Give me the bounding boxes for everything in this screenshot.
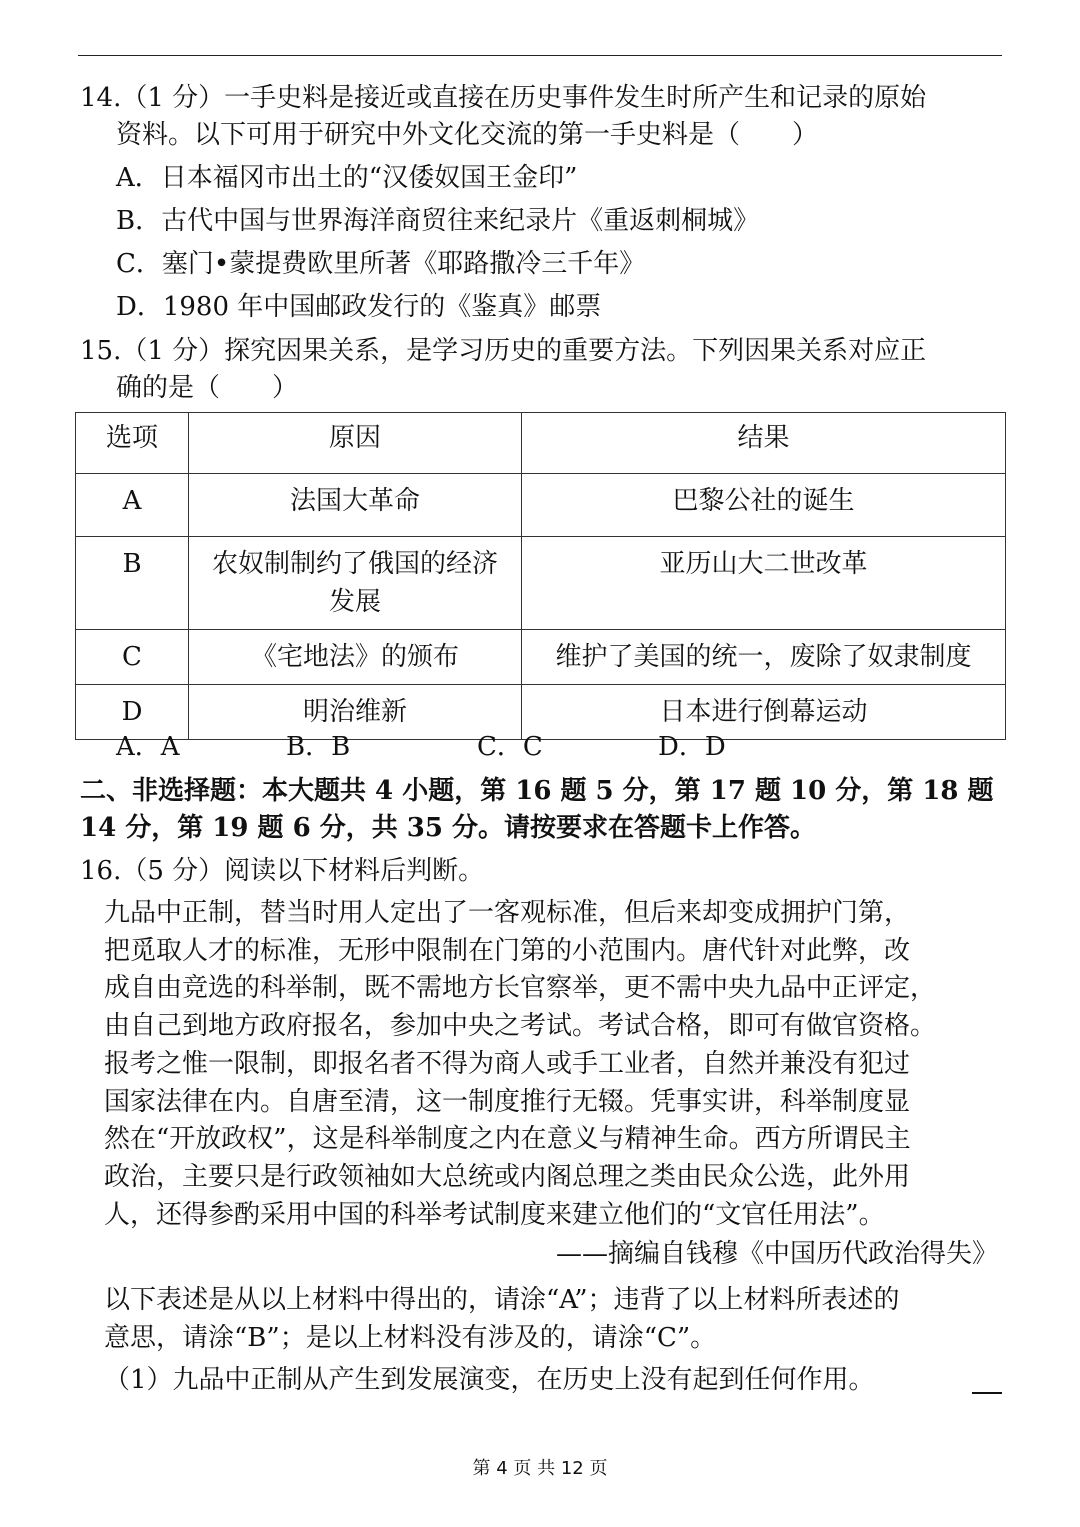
table-row bbox=[76, 537, 1006, 630]
q16-material bbox=[104, 895, 1004, 1234]
q14-stem-line2: 资料。以下可用于研究中外文化交流的第一手史料是（ ） bbox=[116, 120, 819, 150]
row-cause: 明治维新 bbox=[189, 685, 522, 740]
material-line: 把觅取人才的标准，无形中限制在门第的小范围内。唐代针对此弊，改 bbox=[104, 935, 911, 966]
material-line: 人，还得参酌采用中国的科举考试制度来建立他们的“文官任用法”。 bbox=[104, 1199, 885, 1230]
table-header-row bbox=[76, 413, 1006, 474]
q15-stem-line1: 15.（1 分）探究因果关系，是学习历史的重要方法。下列因果关系对应正 bbox=[80, 336, 927, 366]
header-cause: 原因 bbox=[189, 413, 522, 474]
q15-answer-a: A．A bbox=[116, 732, 180, 762]
q15-stem-line2: 确的是（ ） bbox=[116, 373, 299, 403]
row-option: B bbox=[76, 537, 189, 630]
row-result: 亚历山大二世改革 bbox=[522, 537, 1006, 630]
q15-answer-d: D．D bbox=[658, 732, 726, 762]
q16-sub1-text: （1）九品中正制从产生到发展演变，在历史上没有起到任何作用。 bbox=[104, 1365, 875, 1395]
row-option: A bbox=[76, 474, 189, 537]
material-line: 国家法律在内。自唐至清，这一制度推行无辍。凭事实讲，科举制度显 bbox=[104, 1086, 911, 1117]
q15-answer-c: C．C bbox=[477, 732, 543, 762]
q16-instruction-line1: 以下表述是从以上材料中得出的，请涂“A”；违背了以上材料所表述的 bbox=[104, 1285, 900, 1315]
material-line: 成自由竞选的科举制，既不需地方长官察举，更不需中央九品中正评定， bbox=[104, 973, 937, 1004]
row-cause: 《宅地法》的颁布 bbox=[189, 630, 522, 685]
q16-sub1 bbox=[104, 1362, 875, 1398]
table-row bbox=[76, 474, 1006, 537]
material-line: 报考之惟一限制，即报名者不得为商人或手工业者，自然并兼没有犯过 bbox=[104, 1048, 911, 1079]
q15-answer-b: B．B bbox=[286, 732, 351, 762]
row-result: 维护了美国的统一，废除了奴隶制度 bbox=[522, 630, 1006, 685]
q14-option-a: A．日本福冈市出土的“汉倭奴国王金印” bbox=[116, 163, 578, 193]
q14-option-b: B．古代中国与世界海洋商贸往来纪录片《重返刺桐城》 bbox=[116, 206, 760, 236]
section2-heading-line1: 二、非选择题：本大题共 4 小题，第 16 题 5 分，第 17 题 10 分，第 18 题 bbox=[80, 776, 994, 806]
top-rule bbox=[78, 55, 1002, 56]
page-footer: 第 4 页 共 12 页 bbox=[472, 1458, 608, 1479]
row-option: C bbox=[76, 630, 189, 685]
q14-stem-line1: 14.（1 分）一手史料是接近或直接在历史事件发生时所产生和记录的原始 bbox=[80, 83, 927, 113]
row-result: 巴黎公社的诞生 bbox=[522, 474, 1006, 537]
section2-heading-line2: 14 分，第 19 题 6 分，共 35 分。请按要求在答题卡上作答。 bbox=[80, 813, 816, 843]
q16-instruction-line2: 意思，请涂“B”；是以上材料没有涉及的，请涂“C”。 bbox=[104, 1323, 717, 1353]
q14-option-c: C．塞门•蒙提费欧里所著《耶路撒冷三千年》 bbox=[116, 249, 646, 279]
row-cause bbox=[189, 537, 522, 630]
row-option: D bbox=[76, 685, 189, 740]
row-cause: 法国大革命 bbox=[189, 474, 522, 537]
q14-option-d: D．1980 年中国邮政发行的《鉴真》邮票 bbox=[116, 292, 602, 322]
header-option: 选项 bbox=[76, 413, 189, 474]
material-line: 由自己到地方政府报名，参加中央之考试。考试合格，即可有做官资格。 bbox=[104, 1011, 937, 1042]
q16-stem: 16.（5 分）阅读以下材料后判断。 bbox=[80, 856, 485, 886]
header-result: 结果 bbox=[522, 413, 1006, 474]
q16-source: ——摘编自钱穆《中国历代政治得失》 bbox=[555, 1239, 998, 1269]
material-line: 然在“开放政权”，这是科举制度之内在意义与精神生命。西方所谓民主 bbox=[104, 1124, 911, 1155]
row-cause-line1: 农奴制制约了俄国的经济 bbox=[211, 549, 498, 579]
row-cause-line2: 发展 bbox=[328, 587, 381, 617]
material-line: 九品中正制，替当时用人定出了一客观标准，但后来却变成拥护门第， bbox=[104, 898, 911, 928]
table-row bbox=[76, 630, 1006, 685]
material-line: 政治，主要只是行政领袖如大总统或内阁总理之类由民众公选，此外用 bbox=[104, 1161, 911, 1192]
q16-sub1-answer-blank[interactable] bbox=[972, 1368, 1002, 1394]
row-result: 日本进行倒幕运动 bbox=[522, 685, 1006, 740]
q15-table bbox=[75, 412, 1006, 740]
